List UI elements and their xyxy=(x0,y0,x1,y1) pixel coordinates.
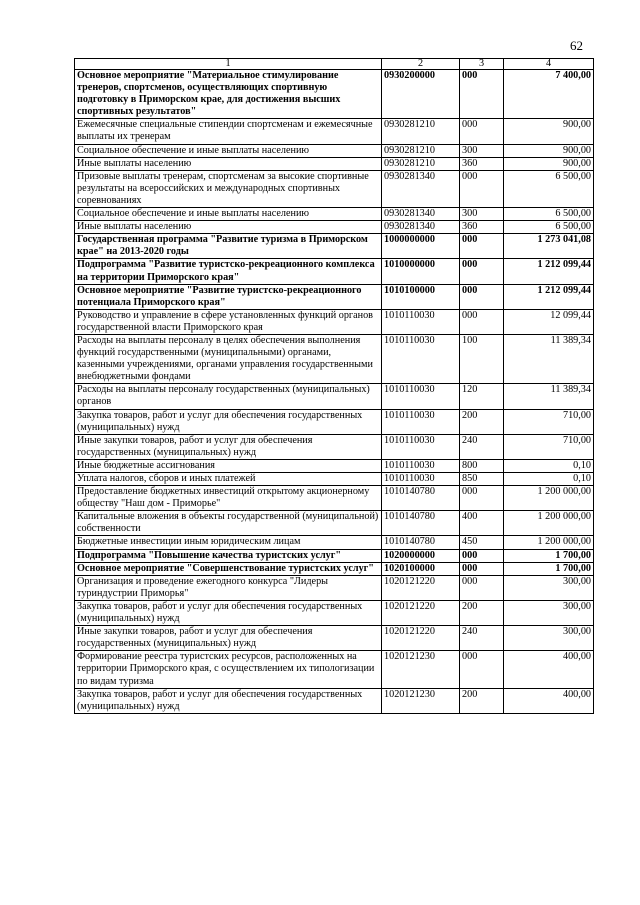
row-amount: 6 500,00 xyxy=(504,221,594,234)
row-code: 1010110030 xyxy=(382,334,460,383)
row-code: 1020121220 xyxy=(382,626,460,651)
table-row xyxy=(75,459,594,472)
row-amount: 1 212 099,44 xyxy=(504,284,594,309)
row-type: 400 xyxy=(460,511,504,536)
row-code: 1010140780 xyxy=(382,486,460,511)
table-row xyxy=(75,651,594,688)
row-name: Уплата налогов, сборов и иных платежей xyxy=(75,473,382,486)
row-name: Основное мероприятие "Материальное стимулирование тренеров, спортсменов, осуществляющих спортивную подготовку в Приморском крае, для достижения высших спортивных результатов" xyxy=(75,70,382,119)
row-code: 1010110030 xyxy=(382,459,460,472)
row-name: Расходы на выплаты персоналу государственных (муниципальных) органов xyxy=(75,384,382,409)
row-amount: 400,00 xyxy=(504,651,594,688)
page-number: 62 xyxy=(570,38,583,53)
row-name: Социальное обеспечение и иные выплаты населению xyxy=(75,208,382,221)
row-type: 120 xyxy=(460,384,504,409)
table-row xyxy=(75,511,594,536)
table-row xyxy=(75,144,594,157)
row-type: 000 xyxy=(460,486,504,511)
row-name: Подпрограмма "Повышение качества туристских услуг" xyxy=(75,549,382,562)
row-type: 000 xyxy=(460,70,504,119)
row-amount: 12 099,44 xyxy=(504,309,594,334)
row-amount: 1 212 099,44 xyxy=(504,259,594,284)
table-row xyxy=(75,157,594,170)
row-type: 800 xyxy=(460,459,504,472)
row-type: 000 xyxy=(460,309,504,334)
row-code: 1010110030 xyxy=(382,473,460,486)
row-name: Социальное обеспечение и иные выплаты населению xyxy=(75,144,382,157)
row-name: Закупка товаров, работ и услуг для обеспечения государственных (муниципальных) нужд xyxy=(75,688,382,713)
table-row xyxy=(75,549,594,562)
row-amount: 300,00 xyxy=(504,600,594,625)
row-amount: 1 700,00 xyxy=(504,562,594,575)
header-col-3: 3 xyxy=(460,59,504,70)
row-amount: 710,00 xyxy=(504,434,594,459)
row-type: 300 xyxy=(460,144,504,157)
table-row xyxy=(75,221,594,234)
row-code: 0930281340 xyxy=(382,221,460,234)
row-amount: 1 700,00 xyxy=(504,549,594,562)
row-type: 000 xyxy=(460,259,504,284)
row-name: Формирование реестра туристских ресурсов, расположенных на территории Приморского края, с осуществлением их типологизации по видам туризма xyxy=(75,651,382,688)
row-name: Закупка товаров, работ и услуг для обеспечения государственных (муниципальных) нужд xyxy=(75,600,382,625)
table-row xyxy=(75,170,594,207)
row-amount: 1 273 041,08 xyxy=(504,234,594,259)
row-type: 000 xyxy=(460,119,504,144)
row-name: Основное мероприятие "Совершенствование туристских услуг" xyxy=(75,562,382,575)
row-name: Ежемесячные специальные стипендии спортсменам и ежемесячные выплаты их тренерам xyxy=(75,119,382,144)
row-name: Организация и проведение ежегодного конкурса "Лидеры туриндустрии Приморья" xyxy=(75,575,382,600)
row-type: 100 xyxy=(460,334,504,383)
table-row xyxy=(75,688,594,713)
table-row xyxy=(75,626,594,651)
row-amount: 11 389,34 xyxy=(504,384,594,409)
row-code: 0930281210 xyxy=(382,144,460,157)
row-type: 360 xyxy=(460,221,504,234)
table-body xyxy=(75,70,594,714)
header-col-1: 1 xyxy=(75,59,382,70)
row-type: 850 xyxy=(460,473,504,486)
row-code: 1020100000 xyxy=(382,562,460,575)
table-row xyxy=(75,208,594,221)
table-header xyxy=(75,59,594,70)
row-type: 000 xyxy=(460,284,504,309)
row-amount: 710,00 xyxy=(504,409,594,434)
row-code: 1010100000 xyxy=(382,284,460,309)
row-amount: 11 389,34 xyxy=(504,334,594,383)
row-type: 000 xyxy=(460,170,504,207)
row-amount: 300,00 xyxy=(504,575,594,600)
table-row xyxy=(75,600,594,625)
row-name: Иные выплаты населению xyxy=(75,157,382,170)
row-type: 200 xyxy=(460,600,504,625)
row-code: 1010140780 xyxy=(382,536,460,549)
table-row xyxy=(75,473,594,486)
row-amount: 7 400,00 xyxy=(504,70,594,119)
row-name: Государственная программа "Развитие туризма в Приморском крае" на 2013-2020 годы xyxy=(75,234,382,259)
row-name: Призовые выплаты тренерам, спортсменам за высокие спортивные результаты на всероссийских и международных спортивных соревнованиях xyxy=(75,170,382,207)
row-type: 000 xyxy=(460,234,504,259)
row-code: 1020121230 xyxy=(382,651,460,688)
row-name: Предоставление бюджетных инвестиций открытому акционерному обществу "Наш дом - Приморье" xyxy=(75,486,382,511)
table-row xyxy=(75,119,594,144)
row-amount: 900,00 xyxy=(504,119,594,144)
row-code: 1010110030 xyxy=(382,434,460,459)
row-code: 1020121230 xyxy=(382,688,460,713)
row-type: 300 xyxy=(460,208,504,221)
header-col-2: 2 xyxy=(382,59,460,70)
row-type: 240 xyxy=(460,434,504,459)
row-amount: 400,00 xyxy=(504,688,594,713)
row-code: 1020000000 xyxy=(382,549,460,562)
row-name: Иные закупки товаров, работ и услуг для обеспечения государственных (муниципальных) нужд xyxy=(75,434,382,459)
row-type: 240 xyxy=(460,626,504,651)
header-col-4: 4 xyxy=(504,59,594,70)
row-type: 450 xyxy=(460,536,504,549)
row-code: 0930281210 xyxy=(382,157,460,170)
row-code: 0930281340 xyxy=(382,208,460,221)
row-code: 0930281340 xyxy=(382,170,460,207)
table-row xyxy=(75,434,594,459)
row-type: 000 xyxy=(460,549,504,562)
row-code: 1020121220 xyxy=(382,600,460,625)
row-name: Подпрограмма "Развитие туристско-рекреационного комплекса на территории Приморского края" xyxy=(75,259,382,284)
row-name: Иные выплаты населению xyxy=(75,221,382,234)
row-amount: 6 500,00 xyxy=(504,170,594,207)
row-type: 200 xyxy=(460,688,504,713)
row-type: 200 xyxy=(460,409,504,434)
table-row xyxy=(75,234,594,259)
row-name: Иные бюджетные ассигнования xyxy=(75,459,382,472)
row-code: 1020121220 xyxy=(382,575,460,600)
row-code: 1010110030 xyxy=(382,384,460,409)
table-row xyxy=(75,562,594,575)
row-amount: 1 200 000,00 xyxy=(504,511,594,536)
row-type: 360 xyxy=(460,157,504,170)
row-amount: 900,00 xyxy=(504,144,594,157)
row-type: 000 xyxy=(460,651,504,688)
table-row xyxy=(75,70,594,119)
budget-table xyxy=(74,58,594,714)
table-row xyxy=(75,575,594,600)
row-name: Основное мероприятие "Развитие туристско-рекреационного потенциала Приморского края" xyxy=(75,284,382,309)
row-amount: 1 200 000,00 xyxy=(504,536,594,549)
row-amount: 6 500,00 xyxy=(504,208,594,221)
table-row xyxy=(75,284,594,309)
row-amount: 0,10 xyxy=(504,459,594,472)
row-type: 000 xyxy=(460,562,504,575)
row-amount: 1 200 000,00 xyxy=(504,486,594,511)
row-type: 000 xyxy=(460,575,504,600)
row-code: 1010110030 xyxy=(382,409,460,434)
row-name: Закупка товаров, работ и услуг для обеспечения государственных (муниципальных) нужд xyxy=(75,409,382,434)
row-amount: 0,10 xyxy=(504,473,594,486)
table-row xyxy=(75,334,594,383)
table-row xyxy=(75,259,594,284)
row-code: 0930200000 xyxy=(382,70,460,119)
row-code: 1010140780 xyxy=(382,511,460,536)
table-row xyxy=(75,409,594,434)
row-name: Руководство и управление в сфере установленных функций органов государственной власти Приморского края xyxy=(75,309,382,334)
row-code: 1010110030 xyxy=(382,309,460,334)
row-name: Капитальные вложения в объекты государственной (муниципальной) собственности xyxy=(75,511,382,536)
row-code: 1000000000 xyxy=(382,234,460,259)
table-row xyxy=(75,309,594,334)
row-code: 0930281210 xyxy=(382,119,460,144)
row-code: 1010000000 xyxy=(382,259,460,284)
row-amount: 300,00 xyxy=(504,626,594,651)
row-name: Расходы на выплаты персоналу в целях обеспечения выполнения функций государственными (муниципальными) органами, казенными учреждениями, органами управления государственными внебюджетными фондами xyxy=(75,334,382,383)
table-row xyxy=(75,486,594,511)
table-row xyxy=(75,384,594,409)
row-name: Бюджетные инвестиции иным юридическим лицам xyxy=(75,536,382,549)
table-row xyxy=(75,536,594,549)
row-amount: 900,00 xyxy=(504,157,594,170)
row-name: Иные закупки товаров, работ и услуг для обеспечения государственных (муниципальных) нужд xyxy=(75,626,382,651)
